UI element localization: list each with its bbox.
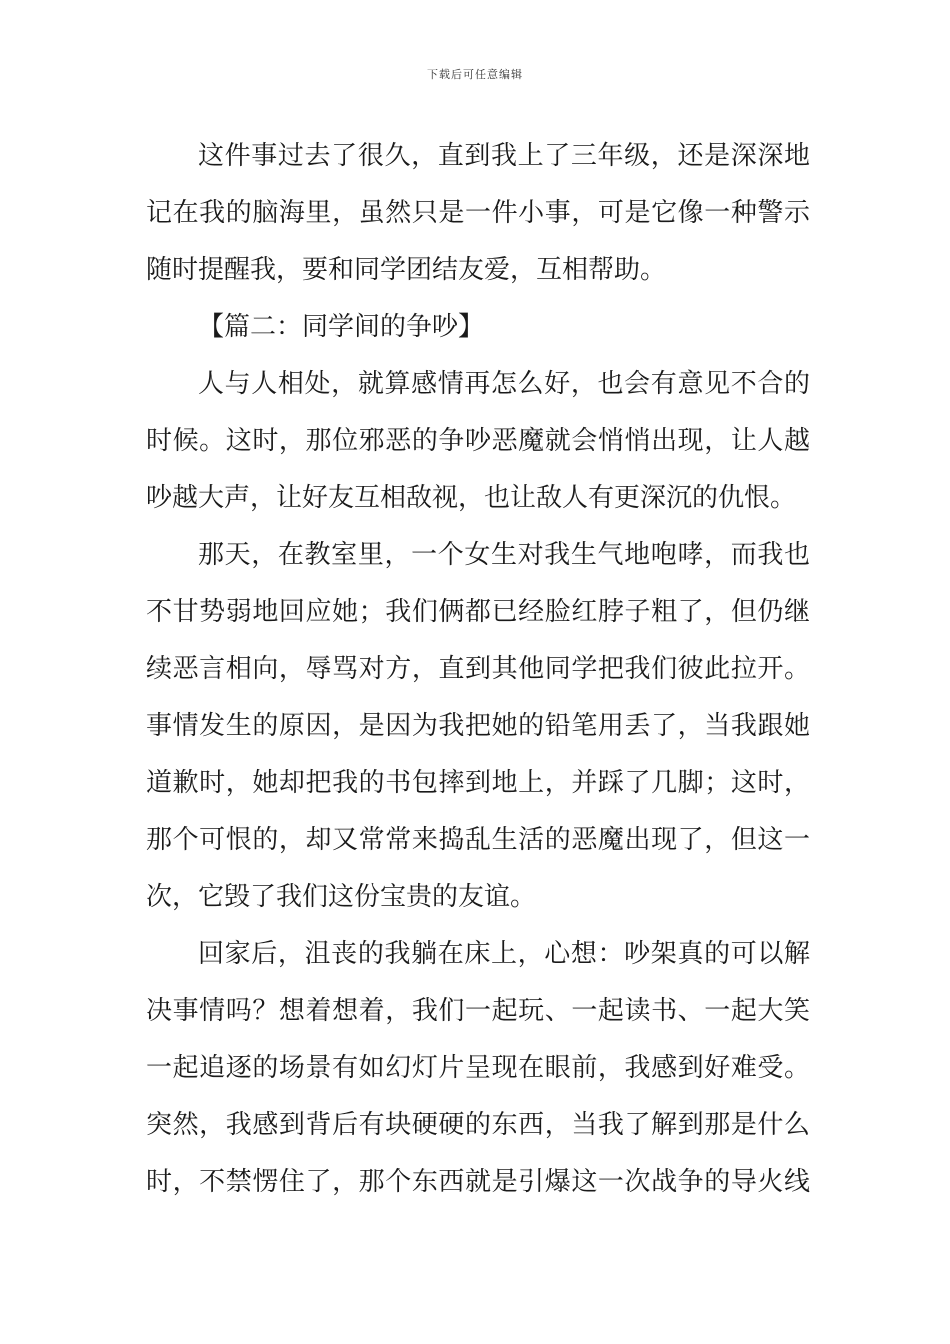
text-line: 道歉时，她却把我的书包摔到地上，并踩了几脚；这时， bbox=[146, 768, 810, 798]
text-line: 不甘势弱地回应她；我们俩都已经脸红脖子粗了，但仍继 bbox=[146, 597, 810, 627]
text-line: 时候。这时，那位邪恶的争吵恶魔就会悄悄出现，让人越 bbox=[146, 426, 810, 456]
text-line: 随时提醒我，要和同学团结友爱，互相帮助。 bbox=[146, 255, 667, 285]
text-line: 突然，我感到背后有块硬硬的东西，当我了解到那是什么 bbox=[146, 1110, 810, 1140]
text-line: 人与人相处，就算感情再怎么好，也会有意见不合的 bbox=[198, 369, 810, 399]
text-line: 事情发生的原因，是因为我把她的铅笔用丢了，当我跟她 bbox=[146, 711, 810, 741]
text-line: 那个可恨的，却又常常来捣乱生活的恶魔出现了，但这一 bbox=[146, 825, 810, 855]
text-line: 那天，在教室里，一个女生对我生气地咆哮，而我也 bbox=[198, 540, 810, 570]
text-line: 吵越大声，让好友互相敌视，也让敌人有更深沉的仇恨。 bbox=[146, 483, 797, 513]
text-line: 这件事过去了很久，直到我上了三年级，还是深深地 bbox=[198, 141, 810, 171]
text-line: 续恶言相向，辱骂对方，直到其他同学把我们彼此拉开。 bbox=[146, 654, 810, 684]
text-line: 回家后，沮丧的我躺在床上，心想：吵架真的可以解 bbox=[198, 939, 810, 969]
text-line: 记在我的脑海里，虽然只是一件小事，可是它像一种警示 bbox=[146, 198, 810, 228]
text-line: 次，它毁了我们这份宝贵的友谊。 bbox=[146, 882, 537, 912]
page-header: 下载后可任意编辑 bbox=[427, 68, 523, 81]
text-line: 时，不禁愣住了，那个东西就是引爆这一次战争的导火线 bbox=[146, 1167, 810, 1197]
text-line: 【篇二：同学间的争吵】 bbox=[198, 312, 485, 342]
text-line: 一起追逐的场景有如幻灯片呈现在眼前，我感到好难受。 bbox=[146, 1053, 810, 1083]
text-line: 决事情吗？想着想着，我们一起玩、一起读书、一起大笑 bbox=[146, 996, 810, 1026]
document-body bbox=[146, 128, 810, 1211]
